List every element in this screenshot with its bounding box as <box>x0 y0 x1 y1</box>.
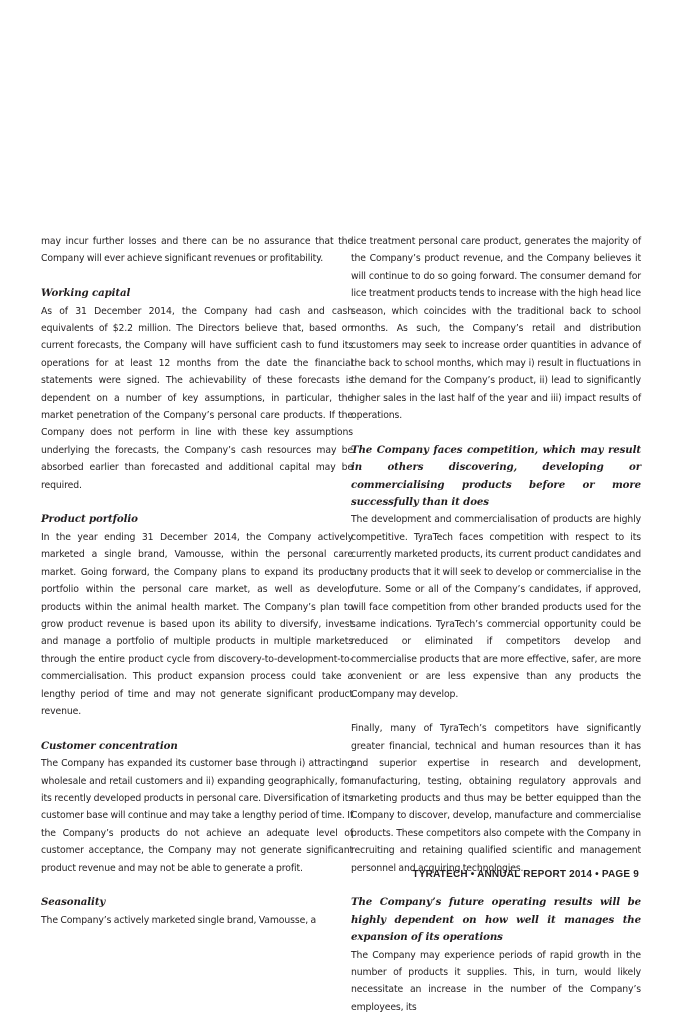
seasonality-heading: Seasonality <box>41 896 106 909</box>
right-column <box>351 233 641 1016</box>
competition-text-2: Finally, many of TyraTech’s competitors have significantly greater financial, technical and human resources than it has and superior expertise in research and development, manufacturing, testing, obtaining regulatory approvals and marketing products and thus may be better equipped than the Company to discover, develop, manufacture and commercialise products. These competitors also compete with the Company in recruiting and retaining qualified scientific and management personnel and acquiring technologies. <box>351 723 641 874</box>
product-portfolio-text: In the year ending 31 December 2014, the Company actively marketed a single brand, Vamousse, within the personal care market. Going forward, the Company plans to expand its product portfolio within the personal care market, as well as develop products within the animal health market. The Company’s plan to grow product revenue is based upon its ability to diversify, invest and manage a portfolio of multiple products in multiple markets through the entire product cycle from discovery-to-development-to-commercialisation. This product expansion process could take a lengthy period of time and may not generate significant product revenue. <box>41 531 353 717</box>
page-footer: TYRATECH • ANNUAL REPORT 2014 • PAGE 9 <box>412 869 639 880</box>
future-results-heading: The Company’s future operating results will be highly dependent on how well it manages the expansion of its operations <box>351 896 641 944</box>
working-capital-text: As of 31 December 2014, the Company had cash and cash equivalents of $2.2 million. The Directors believe that, based on current forecasts, the Company will have sufficient cash to fund its operations for at least 12 months from the date the financial statements were signed. The achievability of these forecasts is dependent on a number of key assumptions, in particular, the market penetration of the Company’s personal care products. If the Company does not perform in line with these key assumptions underlying the forecasts, the Company’s cash resources may be absorbed earlier than forecasted and additional capital may be required. <box>41 305 353 491</box>
working-capital-heading: Working capital <box>41 287 131 300</box>
product-portfolio-heading: Product portfolio <box>41 513 138 526</box>
left-column <box>41 233 353 929</box>
seasonality-continued-text: lice treatment personal care product, generates the majority of the Company’s product revenue, and the Company believes it will continue to do so going forward. The consumer demand for lice treatment products tends to increase with the high head lice season, which coincides with the traditional back to school months. As such, the Company’s retail and distribution customers may seek to increase order quantities in advance of the back to school months, which may i) result in fluctuations in the demand for the Company’s product, ii) lead to significantly higher sales in the last half of the year and iii) impact results of operations. <box>351 236 641 422</box>
competition-text-1: The development and commercialisation of products are highly competitive. TyraTech faces competition with respect to its currently marketed products, its current product candidates and any products that it will seek to develop or commercialise in the future. Some or all of the Company’s candidates, if approved, will face competition from other branded products used for the same indications. TyraTech’s commercial opportunity could be reduced or eliminated if competitors develop and commercialise products that are more effective, safer, are more convenient or are less expensive than any products the Company may develop. <box>351 514 641 700</box>
intro-paragraph: may incur further losses and there can be no assurance that the Company will ever achieve significant revenues or profitability. <box>41 236 353 265</box>
customer-concentration-heading: Customer concentration <box>41 739 178 752</box>
future-results-text: The Company may experience periods of rapid growth in the number of products it supplies. This, in turn, would likely necessitate an increase in the number of the Company’s employees, its <box>351 949 641 1013</box>
competition-heading: The Company faces competition, which may result in others discovering, developing or commercialising products before or more successfully than it does <box>351 443 641 509</box>
seasonality-text: The Company’s actively marketed single brand, Vamousse, a <box>41 914 317 926</box>
customer-concentration-text: The Company has expanded its customer base through i) attracting wholesale and retail customers and ii) expanding geographically, for its recently developed products in personal care. Diversification of its customer base will continue and may take a lengthy period of time. If the Company’s products do not achieve an adequate level of customer acceptance, the Company may not generate significant product revenue and may not be able to generate a profit. <box>41 758 353 874</box>
